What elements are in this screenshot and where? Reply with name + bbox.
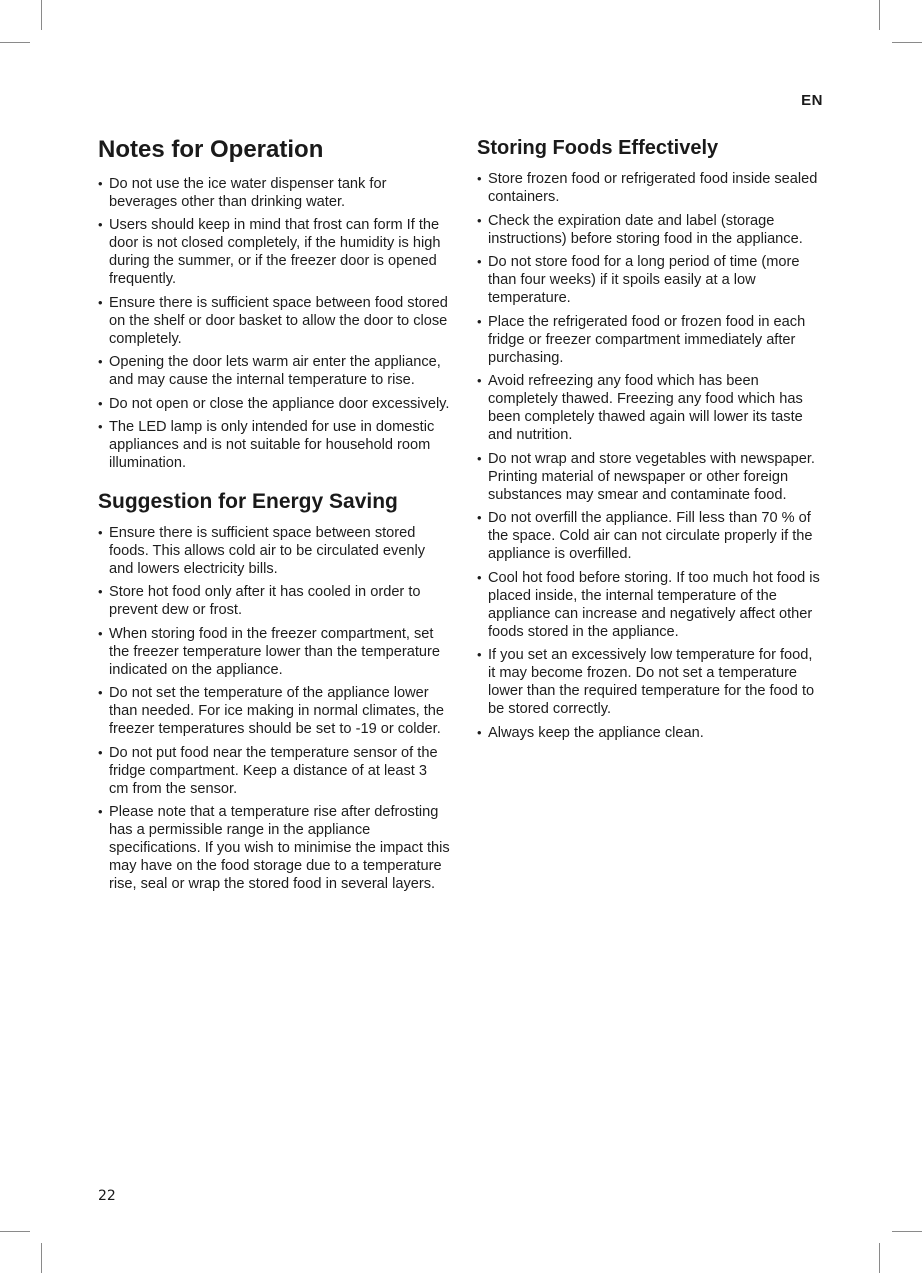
energy-saving-section [98, 489, 450, 894]
crop-mark [0, 42, 30, 43]
list-item: • Please note that a temperature rise after defrosting has a permissible range in the appliance specifications. If you wish to minimise the impact this may have on the food storage due to a temperature rise, seal or wrap the stored food in several layers. [98, 803, 450, 893]
list-item: • Do not wrap and store vegetables with newspaper. Printing material of newspaper or other foreign substances may smear and contaminate food. [477, 450, 822, 504]
list-item: • Avoid refreezing any food which has been completely thawed. Freezing any food which has been completely thawed again will lower its taste and nutrition. [477, 372, 822, 444]
crop-mark [0, 1231, 30, 1232]
right-column [477, 136, 822, 747]
list-item: • Users should keep in mind that frost can form If the door is not closed completely, if the humidity is high during the summer, or if the freezer door is opened frequently. [98, 216, 450, 288]
list-item: • Do not set the temperature of the appliance lower than needed. For ice making in normal climates, the freezer temperatures should be set to -19 or colder. [98, 684, 450, 738]
left-column [98, 136, 450, 899]
list-item: • Store hot food only after it has cooled in order to prevent dew or frost. [98, 583, 450, 619]
page-number: 22 [98, 1188, 116, 1204]
list-item: • When storing food in the freezer compartment, set the freezer temperature lower than the temperature indicated on the appliance. [98, 625, 450, 679]
notes-for-operation-section [98, 136, 450, 472]
list-item: • Do not store food for a long period of time (more than four weeks) if it spoils easily at a low temperature. [477, 253, 822, 307]
section-title: Suggestion for Energy Saving [98, 489, 398, 513]
list-item: • If you set an excessively low temperature for food, it may become frozen. Do not set a temperature lower than the required temperature for the food to be stored correctly. [477, 646, 822, 718]
crop-mark [879, 0, 880, 30]
list-item: • Do not overfill the appliance. Fill less than 70 % of the space. Cold air can not circulate properly if the appliance is overfilled. [477, 509, 822, 563]
crop-mark [41, 0, 42, 30]
language-code: EN [801, 92, 823, 109]
crop-mark [892, 42, 922, 43]
list-item: • Store frozen food or refrigerated food inside sealed containers. [477, 170, 822, 206]
bullet-list [98, 524, 450, 894]
crop-mark [879, 1243, 880, 1273]
list-item: • Do not put food near the temperature sensor of the fridge compartment. Keep a distance of at least 3 cm from the sensor. [98, 744, 450, 798]
list-item: • The LED lamp is only intended for use in domestic appliances and is not suitable for household room illumination. [98, 418, 450, 472]
list-item: • Do not use the ice water dispenser tank for beverages other than drinking water. [98, 175, 450, 211]
list-item: • Do not open or close the appliance door excessively. [98, 395, 450, 413]
list-item: • Check the expiration date and label (storage instructions) before storing food in the appliance. [477, 212, 822, 248]
list-item: • Opening the door lets warm air enter the appliance, and may cause the internal temperature to rise. [98, 353, 450, 389]
list-item: • Ensure there is sufficient space between food stored on the shelf or door basket to allow the door to close completely. [98, 294, 450, 348]
storing-foods-section [477, 136, 822, 742]
list-item: • Ensure there is sufficient space between stored foods. This allows cold air to be circulated evenly and lowers electricity bills. [98, 524, 450, 578]
list-item: • Place the refrigerated food or frozen food in each fridge or freezer compartment immediately after purchasing. [477, 313, 822, 367]
crop-mark [41, 1243, 42, 1273]
crop-mark [892, 1231, 922, 1232]
list-item: • Cool hot food before storing. If too much hot food is placed inside, the internal temperature of the appliance can increase and negatively affect other foods stored in the appliance. [477, 569, 822, 641]
bullet-list [477, 170, 822, 742]
bullet-list [98, 175, 450, 473]
section-title: Storing Foods Effectively [477, 137, 719, 159]
list-item: • Always keep the appliance clean. [477, 724, 822, 742]
section-title: Notes for Operation [98, 136, 324, 163]
